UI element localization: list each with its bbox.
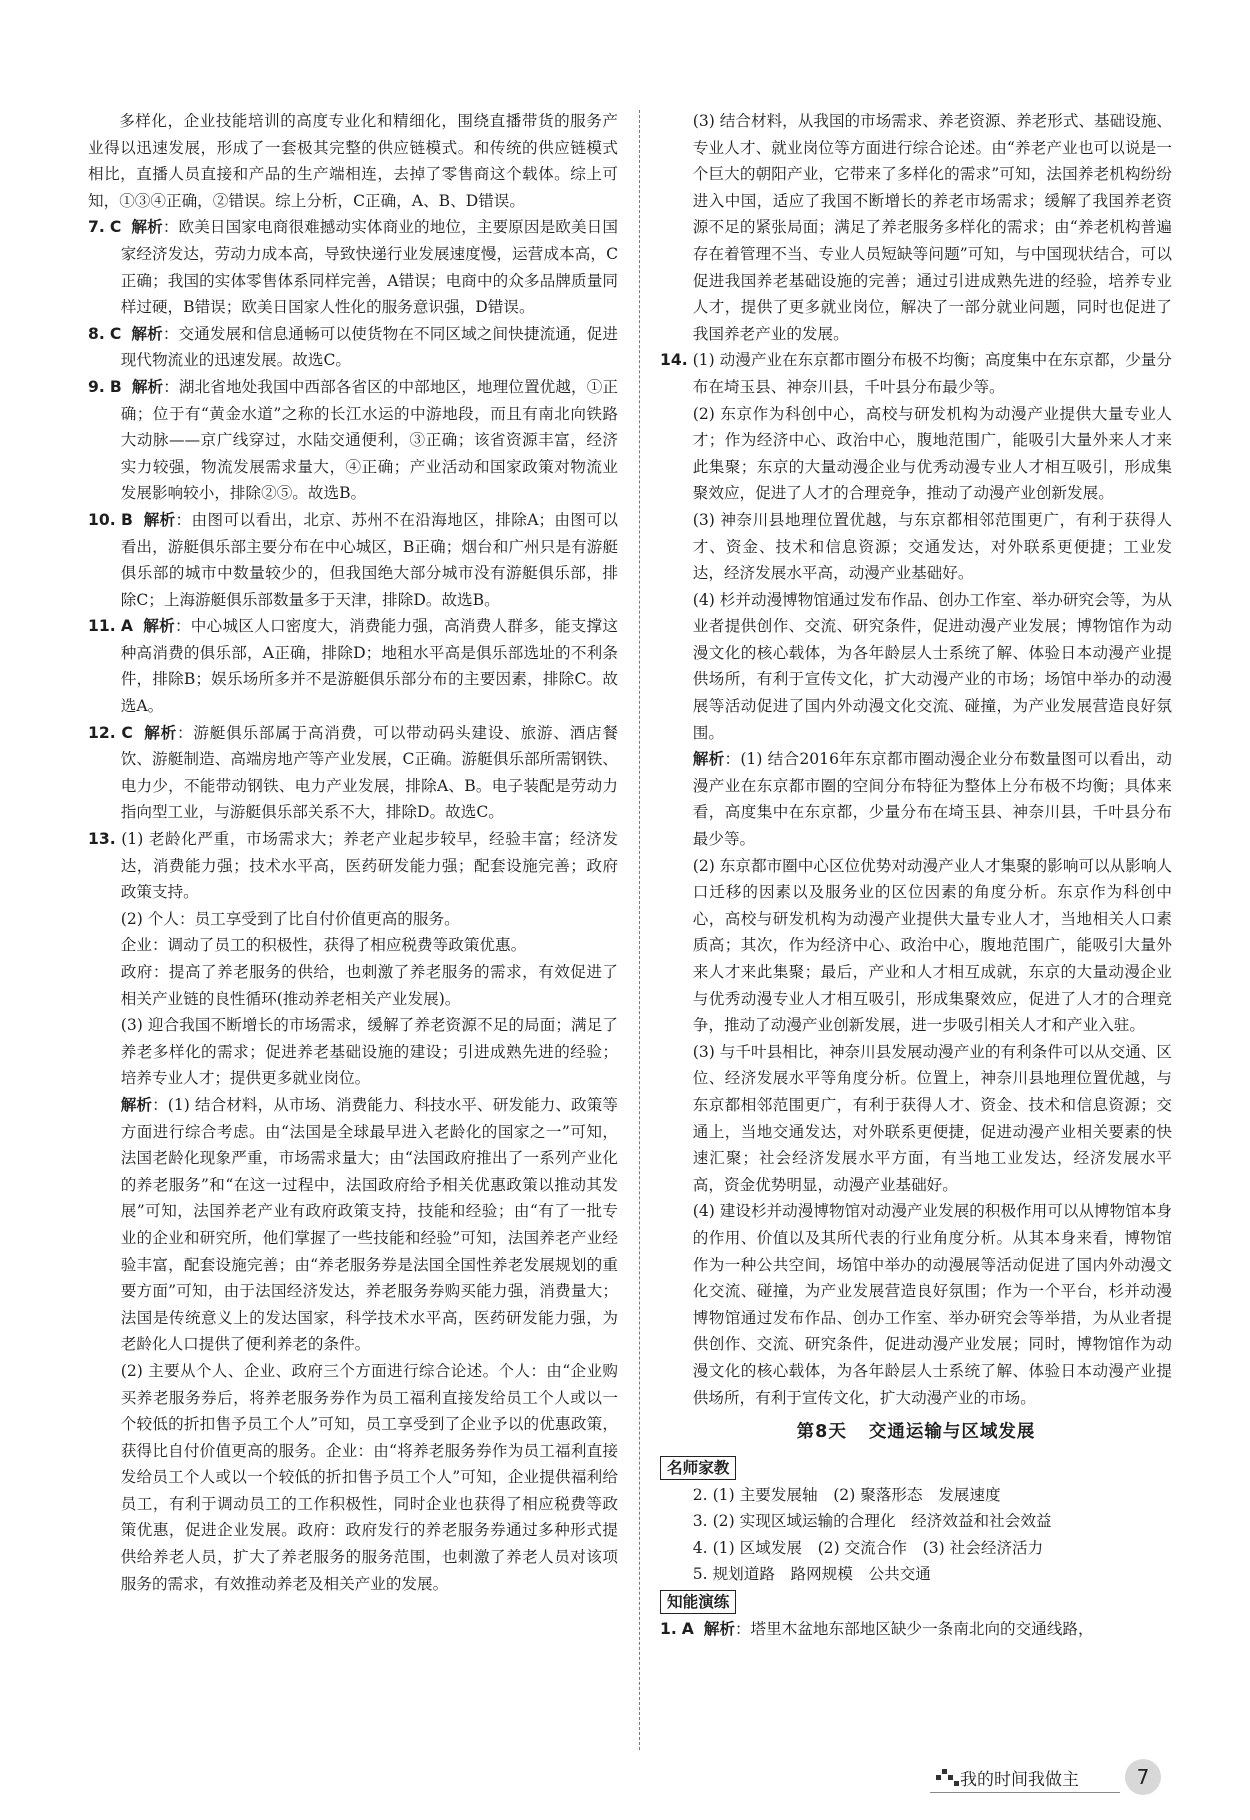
question-text: ：欧美日国家电商很难撼动实体商业的地位，主要原因是欧美日国家经济发达，劳动力成本高，导致快递行业发展速度慢，运营成本高，C正确；我国的实体零售体系同样完善，A错误；电商中的众多品牌质量同样过硬，B错误；欧美日国家人性化的服务意识强，D错误。 [120, 218, 618, 317]
question-item [88, 613, 618, 719]
teacher-box-label: 名师家教 [660, 1456, 736, 1480]
question-text: ：交通发展和信息通畅可以使货物在不同区域之间快捷流通，促进现代物流业的迅速发展。故选C。 [120, 324, 618, 370]
question-text: ：中心城区人口密度大，消费能力强，高消费人群多，能支撑这种高消费的俱乐部，A正确，排除D；地租水平高是俱乐部选址的不利条件，排除B；娱乐场所多并不是游艇俱乐部分布的主要因素，排除C。故选A。 [120, 617, 618, 716]
section-day: 第8天 [796, 1422, 847, 1443]
sub-answer [88, 1358, 618, 1597]
question-item [660, 347, 1172, 400]
question-number: 10. [88, 510, 116, 529]
column-divider [639, 110, 640, 1750]
answer-letter: B [120, 510, 133, 529]
sub-answer [660, 1039, 1172, 1199]
analysis-text: ：(1) 结合2016年东京都市圈动漫企业分布数量图可以看出，动漫产业在东京都市圈的空间分布特征为整体上分布极不均衡；具体来看，高度集中在东京都，少量分布在埼玉县、神奈川县，千叶县分布最少等。 [692, 750, 1172, 849]
sub-answer-text: (3) 迎合我国不断增长的市场需求，缓解了养老资源不足的局面；满足了养老多样化的需求；促进养老基础设施的建设；引进成熟先进的经验；培养专业人才；提供更多就业岗位。 [120, 1016, 618, 1088]
teacher-item: 5. 规划道路 路网规模 公共交通 [692, 1565, 931, 1584]
question-item [88, 507, 618, 613]
sub-answer-text: 政府：提高了养老服务的供给，也刺激了养老服务的需求，有效促进了相关产业链的良性循环(推动养老相关产业发展)。 [120, 963, 618, 1008]
sub-answer [88, 932, 618, 959]
section-name: 交通运输与区域发展 [868, 1422, 1036, 1443]
analysis-label: 解析 [144, 722, 177, 742]
question-number: 14. [660, 351, 688, 370]
question-number: 9. [88, 377, 105, 396]
question-number: 8. [88, 324, 105, 343]
question-number: 7. [88, 218, 105, 237]
question-text: (1) 老龄化严重，市场需求大；养老产业起步较早，经验丰富；经济发达，消费能力强；技术水平高，医药研发能力强；配套设施完善；政府政策支持。 [120, 830, 618, 902]
sub-answer-text: 企业：调动了员工的积极性，获得了相应税费等政策优惠。 [120, 936, 527, 955]
sub-answer [88, 906, 618, 933]
answer-letter: B [109, 377, 122, 396]
sub-answer-text: (2) 东京作为科创中心，高校与研发机构为动漫产业提供大量专业人才；作为经济中心、政治中心，腹地范围广，能吸引大量外来人才来此集聚；东京的大量动漫企业与优秀动漫专业人才相互吸引，形成集聚效应，促进了人才的合理竞争，推动了动漫产业创新发展。 [692, 404, 1172, 503]
analysis-label: 解析 [120, 1094, 153, 1114]
teacher-items [660, 1482, 1172, 1588]
sub-answer-text: (3) 结合材料，从我国的市场需求、养老资源、养老形式、基础设施、专业人才、就业岗位等方面进行综合论述。由“养老产业也可以说是一个巨大的朝阳产业，它带来了多样化的需求”可知，法国养老机构纷纷进入中国，适应了我国不断增长的养老市场需求；缓解了我国养老资源不足的紧张局面；满足了养老服务多样化的需求；由“养老机构普遍存在着管理不当、专业人员短缺等问题”可知，与中国现状结合，可以促进我国养老基础设施的完善；通过引进成熟先进的经验，培养专业人才，提供了更多就业岗位，解决了一部分就业问题，同时也促进了我国养老产业的发展。 [692, 112, 1173, 343]
sub-answer [660, 507, 1172, 587]
answer-letter: C [109, 218, 122, 237]
teacher-item: 2. (1) 主要发展轴 (2) 聚落形态 发展速度 [692, 1485, 1001, 1504]
sub-answer [660, 401, 1172, 507]
question-text: ：由图可以看出，北京、苏州不在沿海地区，排除A；由图可以看出，游艇俱乐部主要分布在中心城区，B正确；烟台和广州只是有游艇俱乐部的城市中数量较少的，但我国绝大部分城市没有游艇俱乐部，排除C；上海游艇俱乐部数量多于天津，排除D。故选B。 [120, 510, 618, 609]
analysis-label: 解析 [131, 217, 163, 237]
question-item [88, 214, 618, 320]
question-item [88, 321, 618, 374]
question-text: (1) 动漫产业在东京都市圈分布极不均衡；高度集中在东京都，少量分布在埼玉县、神奈川县，千叶县分布最少等。 [692, 351, 1172, 396]
analysis-text: ：(1) 结合材料，从市场、消费能力、科技水平、研发能力、政策等方面进行综合考虑。由“法国是全球最早进入老龄化的国家之一”可知，法国老龄化现象严重，市场需求量大；由“法国政府推出了一系列产业化的养老服务”和“在这一过程中，法国政府给予相关优惠政策以推动其发展”可知，法国养老产业有政府政策支持，技能和经验；由“有了一批专业的企业和研究所，他们掌握了一些技能和经验”可知，法国养老产业经验丰富，配套设施完善；由“养老服务券是法国全国性养老发展规划的重要方面”可知，由于法国经济发达，养老服务券购买能力强，消费量大；法国是传统意义上的发达国家，科学技术水平高，医药研发能力强，为老龄化人口提供了便利养老的条件。 [120, 1095, 618, 1354]
question-number: 13. [88, 830, 116, 849]
question-item [88, 826, 618, 906]
question-item [88, 374, 618, 507]
section-title [660, 1419, 1172, 1446]
analysis-label: 解析 [131, 323, 163, 343]
sub-answer-text: (2) 个人：员工享受到了比自付价值更高的服务。 [120, 909, 460, 928]
sub-answer-text: (2) 主要从个人、企业、政府三个方面进行综合论述。个人：由“企业购买养老服务券后，将养老服务券作为员工福利直接发给员工个人或以一个较低的折扣售予员工个人”可知，员工享受到了企业予以的优惠政策，获得比自付价值更高的服务。企业：由“将养老服务券作为员工福利直接发给员工个人或以一个较低的折扣售予员工个人”可知，企业提供福利给员工，有利于调动员工的工作积极性，同时企业也获得了相应税费等政策优惠，促进企业发展。政府：政府发行的养老服务券通过多种形式提供给养老人员，扩大了养老服务的服务范围，也刺激了养老人员对该项服务的需求，有效推动养老及相关产业的发展。 [120, 1361, 618, 1593]
sub-answer-text: (2) 东京都市圈中心区位优势对动漫产业人才集聚的影响可以从影响人口迁移的因素以及服务业的区位因素的角度分析。东京作为科创中心，高校与研发机构为动漫产业提供大量专业人才，当地相关人口素质高；其次，作为经济中心、政治中心，腹地范围广，能吸引大量外来人才来此集聚；最后，产业和人才相互成就，东京的大量动漫企业与优秀动漫专业人才相互吸引，形成集聚效应，促进了人才的合理竞争，推动了动漫产业创新发展，进一步吸引相关人才和产业入驻。 [692, 856, 1173, 1035]
footer-rule [930, 1792, 1120, 1793]
sub-answer [660, 587, 1172, 747]
sub-answer [88, 959, 618, 1012]
analysis-label: 解析 [131, 376, 164, 396]
continued-text-content: 多样化，企业技能培训的高度专业化和精细化，围绕直播带货的服务产业得以迅速发展，形成了一套极其完整的供应链模式。和传统的供应链模式相比，直播人员直接和产品的生产端相连，去掉了零售商这个载体。综上可知，①③④正确，②错误。综上分析，C正确，A、B、D错误。 [88, 112, 618, 210]
page-number: 7 [1125, 1759, 1161, 1795]
practice-box-label: 知能演练 [660, 1590, 736, 1614]
continued-text [88, 108, 618, 214]
left-column [88, 108, 618, 1597]
question-number: 11. [88, 617, 116, 636]
question-text: ：游艇俱乐部属于高消费，可以带动码头建设、旅游、酒店餐饮、游艇制造、高端房地产等产业发展，C正确。游艇俱乐部所需钢铁、电力少，不能带动钢铁、电力产业发展，排除A、B。电子装配是劳动力指向型工业，与游艇俱乐部关系不大，排除D。故选C。 [120, 723, 618, 822]
question-item [88, 720, 618, 826]
sub-answer [88, 1012, 618, 1092]
footer-slogan: 我的时间我做主 [960, 1770, 1079, 1790]
question-number: 12. [88, 723, 116, 742]
answer-letter: A [120, 617, 133, 636]
teacher-item: 3. (2) 实现区域运输的合理化 经济效益和社会效益 [692, 1512, 1052, 1531]
sub-answer-text: (4) 杉并动漫博物馆通过发布作品、创办工作室、举办研究会等，为从业者提供创作、交流、研究条件，促进动漫产业发展；博物馆作为动漫文化的核心载体，为各年龄层人士系统了解、体验日本动漫产业提供场所，有利于宣传文化，扩大动漫产业的市场；场馆中举办的动漫展等活动促进了国内外动漫文化交流、碰撞，为产业发展营造良好氛围。 [692, 590, 1173, 742]
analysis-label: 解析 [692, 749, 725, 769]
sub-answer-text: (3) 与千叶县相比，神奈川县发展动漫产业的有利条件可以从交通、区位、经济发展水平等角度分析。位置上，神奈川县地理位置优越，与东京都相邻范围更广，有利于获得人才、资金、技术和信息资源；交通上，当地交通发达，对外联系更便捷，促进动漫产业相关要素的快速汇聚；社会经济发展水平方面，有当地工业发达，经济发展水平高，资金优势明显，动漫产业基础好。 [692, 1042, 1173, 1194]
sub-answer [660, 853, 1172, 1039]
practice-first-item: 1. A 解析：塔里木盆地东部地区缺少一条南北向的交通线路， [660, 1619, 1094, 1639]
analysis-label: 解析 [143, 616, 175, 636]
analysis-label: 解析 [143, 509, 176, 529]
sub-answer-text: (3) 神奈川县地理位置优越，与东京都相邻范围更广，有利于获得人才、资金、技术和信息资源；交通发达，对外联系更便捷；工业发达，经济发展水平高，动漫产业基础好。 [692, 510, 1172, 583]
right-column [660, 108, 1172, 1643]
analysis-paragraph [660, 746, 1172, 852]
right-answers [660, 108, 1172, 1411]
answer-letter: C [121, 723, 133, 742]
analysis-paragraph [88, 1092, 618, 1358]
teacher-item: 4. (1) 区域发展 (2) 交流合作 (3) 社会经济活力 [692, 1538, 1044, 1557]
question-text: ：湖北省地处我国中西部各省区的中部地区，地理位置优越，①正确；位于有“黄金水道”之称的长江水运的中游地段，而且有南北向铁路大动脉——京广线穿过，水陆交通便利，③正确；该省资源丰富，经济实力较强，物流发展需求量大，④正确；产业活动和国家政策对物流业发展影响较小，排除②⑤。故选B。 [120, 377, 618, 503]
page-footer [930, 1757, 1180, 1797]
sub-answer [660, 108, 1172, 347]
answer-letter: C [109, 324, 122, 343]
sub-answer-text: (4) 建设杉并动漫博物馆对动漫产业发展的积极作用可以从博物馆本身的作用、价值以及其所代表的行业角度分析。从其本身来看，博物馆作为一种公共空间，场馆中举办的动漫展等活动促进了国内外动漫文化交流、碰撞，为产业发展营造良好氛围；作为一个平台，杉并动漫博物馆通过发布作品、创办工作室、举办研究会等举措，为从业者提供创作、交流、研究条件，促进动漫产业发展；同时，博物馆作为动漫文化的核心载体，为各年龄层人士系统了解、体验日本动漫产业提供场所，有利于宣传文化，扩大动漫产业的市场。 [692, 1202, 1173, 1407]
sub-answer [660, 1198, 1172, 1411]
